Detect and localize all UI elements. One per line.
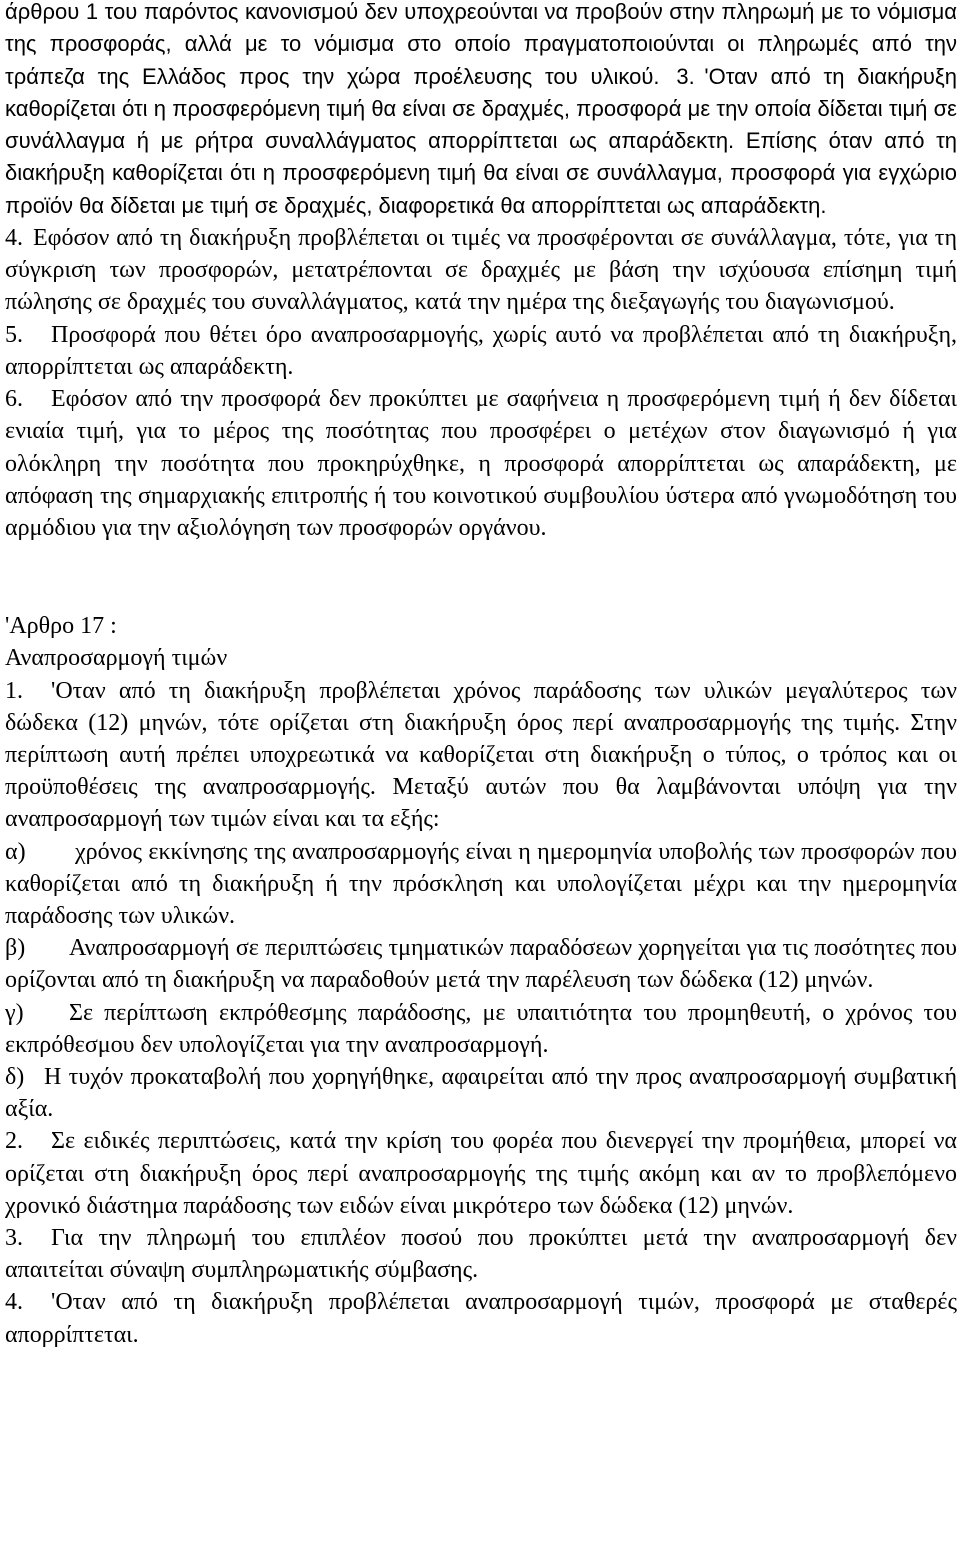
paragraph-text: Εφόσον από την προσφορά δεν προκύπτει με σαφήνεια η προσφερόμενη τιμή ή δεν δίδεται ενιαία τιμή, για το μέρος της ποσότητας που προσφέρει ο μετέχων στον διαγωνισμό ή για ολόκληρη την ποσότητα που προκηρύχθηκε, η προσφορά απορρίπτεται ως απαράδεκτη, με απόφαση της σημαρχιακής επιτροπής ή του κοινοτικού συμβουλίου ύστερα από γνωμοδότηση του αρμόδιου για την αξιολόγηση των προσφορών οργάνου.	[5, 386, 957, 541]
paragraph-number: 6.	[5, 386, 23, 413]
item-label: γ)	[5, 999, 24, 1026]
paragraph-text: 'Οταν από τη διακήρυξη προβλέπεται χρόνος παράδοσης των υλικών μεγαλύτερος των δώδεκα (12) μηνών, τότε ορίζεται στη διακήρυξη όρος περί αναπροσαρμογής της τιμής. Στην περίπτωση αυτή πρέπει υποχρεωτικά να καθορίζεται στη διακήρυξη ο τύπος, ο τρόπος και οι προϋποθέσεις της αναπροσαρμογής. Μεταξύ αυτών που θα λαμβάνονται υπόψη για την αναπροσαρμογή των τιμών είναι και τα εξής:	[5, 677, 957, 833]
article17-paragraph-4	[5, 1286, 957, 1350]
item-text: Αναπροσαρμογή σε περιπτώσεις τμηματικών παραδόσεων χορηγείται για τις ποσότητες που ορίζονται από τη διακήρυξη να παραδοθούν μετά την παρέλευση των δώδεκα (12) μηνών.	[5, 935, 957, 994]
item-text: Σε περίπτωση εκπρόθεσμης παράδοσης, με υπαιτιότητα του προμηθευτή, ο χρόνος του εκπρόθεσμου δεν υπολογίζεται για την αναπροσαρμογή.	[5, 999, 957, 1058]
paragraph-text: Σε ειδικές περιπτώσεις, κατά την κρίση του φορέα που διενεργεί την προμήθεια, μπορεί να ορίζεται στη διακήρυξη όρος περί αναπροσαρμογής της τιμής ακόμη και αν το προβλεπόμενο χρονικό διάστημα παράδοσης των ειδών είναι μικρότερο των δώδεκα (12) μηνών.	[5, 1128, 957, 1219]
paragraph-4	[5, 222, 957, 319]
paragraph-text: Προσφορά που θέτει όρο αναπροσαρμογής, χωρίς αυτό να προβλέπεται από τη διακήρυξη, απορρίπτεται ως απαράδεκτη.	[5, 321, 957, 380]
paragraph-number: 2.	[5, 1128, 23, 1155]
article17-paragraph-1	[5, 675, 957, 836]
paragraph-number: 4.	[5, 225, 23, 252]
paragraph-article1-continuation	[5, 0, 957, 222]
section-gap	[5, 544, 957, 610]
paragraph-number: 1.	[5, 677, 23, 704]
paragraph-text: 'Οταν από τη διακήρυξη προβλέπεται αναπροσαρμογή τιμών, προσφορά με σταθερές απορρίπτεται.	[5, 1289, 957, 1348]
article17-paragraph-2	[5, 1125, 957, 1222]
paragraph-number: 3.	[676, 63, 695, 89]
item-text: χρόνος εκκίνησης της αναπροσαρμογής είναι η ημερομηνία υποβολής των προσφορών που καθορίζεται από τη διακήρυξη ή την πρόσκληση και υπολογίζεται μέχρι και την ημερομηνία παράδοσης των υλικών.	[5, 838, 957, 929]
item-label: β)	[5, 935, 26, 962]
paragraph-6	[5, 383, 957, 544]
article17-item-d	[5, 1061, 957, 1125]
document-page	[5, 0, 957, 1351]
paragraph-text: 'Οταν από τη διακήρυξη καθορίζεται ότι η προσφερόμενη τιμή θα είναι σε δραχμές, προσφορά με την οποία δίδεται τιμή σε συνάλλαγμα ή με ρήτρα συναλλάγματος απορρίπτεται ως απαράδεκτη. Επίσης όταν από τη διακήρυξη καθορίζεται ότι η προσφερόμενη τιμή θα είναι σε συνάλλαγμα, προσφορά για εγχώριο προϊόν θα δίδεται με τιμή σε δραχμές, διαφορετικά θα απορρίπτεται ως απαράδεκτη.	[5, 63, 958, 218]
article17-paragraph-3	[5, 1222, 957, 1286]
item-label: δ)	[5, 1063, 25, 1090]
paragraph-number: 3.	[5, 1224, 23, 1251]
article17-item-a	[5, 836, 957, 933]
item-label: α)	[5, 838, 26, 865]
article-heading: 'Αρθρο 17 :	[5, 613, 117, 640]
paragraph-text: Για την πληρωμή του επιπλέον ποσού που προκύπτει μετά την αναπροσαρμογή δεν απαιτείται σύναψη συμπληρωματικής σύμβασης.	[5, 1224, 957, 1284]
paragraph-text: Εφόσον από τη διακήρυξη προβλέπεται οι τιμές να προσφέρονται σε συνάλλαγμα, τότε, για τη σύγκριση των προσφορών, μετατρέπονται σε δραχμές με βάση την ισχύουσα επίσημη τιμή πώλησης σε δραχμές του συναλλάγματος, κατά την ημέρα της διεξαγωγής του διαγωνισμού.	[5, 225, 957, 316]
paragraph-text: άρθρου 1 του παρόντος κανονισμού δεν υποχρεούνται να προβούν στην πληρωμή με το νόμισμα της προσφοράς, αλλά με το νόμισμα στο οποίο πραγματοποιούνται οι πληρωμές από την τράπεζα της Ελλάδος προς την χώρα προέλευσης του υλικού.	[5, 0, 957, 89]
article17-item-b	[5, 932, 957, 996]
article17-item-c	[5, 997, 957, 1061]
paragraph-number: 5.	[5, 321, 23, 348]
paragraph-5	[5, 319, 957, 383]
article-subheading: Αναπροσαρμογή τιμών	[5, 645, 228, 672]
paragraph-number: 4.	[5, 1289, 23, 1316]
item-text: Η τυχόν προκαταβολή που χορηγήθηκε, αφαιρείται από την προς αναπροσαρμογή συμβατική αξία.	[5, 1063, 957, 1123]
